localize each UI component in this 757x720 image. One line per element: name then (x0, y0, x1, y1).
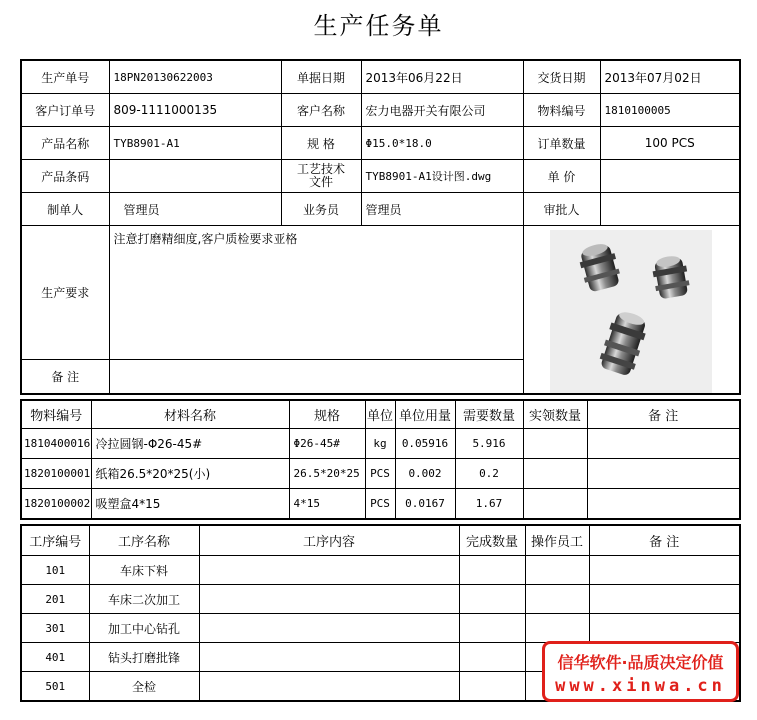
process-content (199, 672, 459, 702)
material-remark (587, 489, 740, 520)
process-header-cell: 工序编号 (21, 525, 89, 556)
process-header-cell: 操作员工 (525, 525, 589, 556)
tech-file-value: TYB8901-A1设计图.dwg (361, 160, 523, 193)
table-row (21, 585, 740, 614)
process-content (199, 643, 459, 672)
stamp-slogan: 信华软件·品质决定价值 (557, 653, 724, 672)
table-row (21, 556, 740, 585)
process-header-cell: 完成数量 (459, 525, 525, 556)
doc-date-label: 单据日期 (281, 60, 361, 94)
prod-no-value: 18PN20130622003 (109, 60, 281, 94)
process-code: 101 (21, 556, 89, 585)
material-code: 1820100001 (21, 459, 91, 489)
materials-header-cell: 备 注 (587, 400, 740, 429)
process-content (199, 585, 459, 614)
materials-header-cell: 物料编号 (21, 400, 91, 429)
material-received-qty (523, 489, 587, 520)
material-required-qty: 0.2 (455, 459, 523, 489)
customer-label: 客户名称 (281, 94, 361, 127)
tech-file-label-line1: 工艺技术 (296, 162, 345, 176)
remark-label: 备 注 (21, 359, 109, 394)
material-unit-usage: 0.05916 (395, 429, 455, 459)
material-name: 纸箱26.5*20*25(小) (91, 459, 289, 489)
spec-label: 规 格 (281, 127, 361, 160)
price-label: 单 价 (523, 160, 600, 193)
materials-header-cell: 规格 (289, 400, 365, 429)
material-spec: 26.5*20*25 (289, 459, 365, 489)
remark-value (109, 359, 523, 394)
material-unit: PCS (365, 459, 395, 489)
material-code: 1820100002 (21, 489, 91, 520)
process-operator (525, 585, 589, 614)
cust-order-value: 809-1111000135 (109, 94, 281, 127)
prod-no-label: 生产单号 (21, 60, 109, 94)
maker-value: 管理员 (109, 193, 281, 226)
materials-table (20, 399, 741, 520)
delivery-value: 2013年07月02日 (600, 60, 740, 94)
barcode-label: 产品条码 (21, 160, 109, 193)
process-remark (589, 614, 740, 643)
material-remark (587, 459, 740, 489)
material-received-qty (523, 459, 587, 489)
material-received-qty (523, 429, 587, 459)
process-name: 全检 (89, 672, 199, 702)
doc-date-value: 2013年06月22日 (361, 60, 523, 94)
material-no-value: 1810100005 (600, 94, 740, 127)
barcode-value (109, 160, 281, 193)
product-label: 产品名称 (21, 127, 109, 160)
process-code: 401 (21, 643, 89, 672)
materials-header-cell: 材料名称 (91, 400, 289, 429)
process-operator (525, 614, 589, 643)
materials-header-cell: 单位 (365, 400, 395, 429)
brand-stamp (542, 641, 739, 702)
tech-file-label (281, 160, 361, 193)
process-header-cell: 工序内容 (199, 525, 459, 556)
process-done-qty (459, 672, 525, 702)
stamp-url: www.xinwa.cn (555, 676, 726, 696)
table-row (21, 489, 740, 520)
materials-header-row (21, 400, 740, 429)
requirement-label: 生产要求 (21, 226, 109, 360)
process-name: 钻头打磨批锋 (89, 643, 199, 672)
process-name: 加工中心钻孔 (89, 614, 199, 643)
materials-header-cell: 需要数量 (455, 400, 523, 429)
material-required-qty: 1.67 (455, 489, 523, 520)
process-done-qty (459, 643, 525, 672)
process-done-qty (459, 556, 525, 585)
materials-header-cell: 实领数量 (523, 400, 587, 429)
sales-value: 管理员 (361, 193, 523, 226)
price-value (600, 160, 740, 193)
approver-value (600, 193, 740, 226)
process-remark (589, 585, 740, 614)
product-photo (550, 230, 712, 393)
metal-parts-image (550, 230, 712, 393)
qty-label: 订单数量 (523, 127, 600, 160)
materials-header-cell: 单位用量 (395, 400, 455, 429)
process-content (199, 556, 459, 585)
process-header-row (21, 525, 740, 556)
material-remark (587, 429, 740, 459)
table-row (21, 614, 740, 643)
process-done-qty (459, 585, 525, 614)
product-value: TYB8901-A1 (109, 127, 281, 160)
spec-value: Φ15.0*18.0 (361, 127, 523, 160)
customer-value: 宏力电器开关有限公司 (361, 94, 523, 127)
material-name: 吸塑盒4*15 (91, 489, 289, 520)
order-info-table (20, 59, 741, 395)
table-row (21, 429, 740, 459)
table-row (21, 459, 740, 489)
material-required-qty: 5.916 (455, 429, 523, 459)
material-unit: kg (365, 429, 395, 459)
process-header-cell: 备 注 (589, 525, 740, 556)
process-content (199, 614, 459, 643)
requirement-value: 注意打磨精细度,客户质检要求亚格 (109, 226, 523, 360)
process-header-cell: 工序名称 (89, 525, 199, 556)
qty-value: 100 PCS (600, 127, 740, 160)
material-unit: PCS (365, 489, 395, 520)
material-name: 冷拉圆钢-Φ26-45# (91, 429, 289, 459)
delivery-label: 交货日期 (523, 60, 600, 94)
tech-file-label-line2: 文件 (308, 175, 333, 189)
sales-label: 业务员 (281, 193, 361, 226)
process-remark (589, 556, 740, 585)
maker-label: 制单人 (21, 193, 109, 226)
process-operator (525, 556, 589, 585)
product-photo-cell (523, 226, 740, 395)
material-unit-usage: 0.0167 (395, 489, 455, 520)
process-name: 车床下料 (89, 556, 199, 585)
material-spec: 4*15 (289, 489, 365, 520)
material-unit-usage: 0.002 (395, 459, 455, 489)
process-code: 301 (21, 614, 89, 643)
material-spec: Φ26-45# (289, 429, 365, 459)
approver-label: 审批人 (523, 193, 600, 226)
material-no-label: 物料编号 (523, 94, 600, 127)
process-code: 501 (21, 672, 89, 702)
process-done-qty (459, 614, 525, 643)
process-code: 201 (21, 585, 89, 614)
material-code: 1810400016 (21, 429, 91, 459)
process-name: 车床二次加工 (89, 585, 199, 614)
cust-order-label: 客户订单号 (21, 94, 109, 127)
document-title: 生产任务单 (313, 12, 444, 40)
